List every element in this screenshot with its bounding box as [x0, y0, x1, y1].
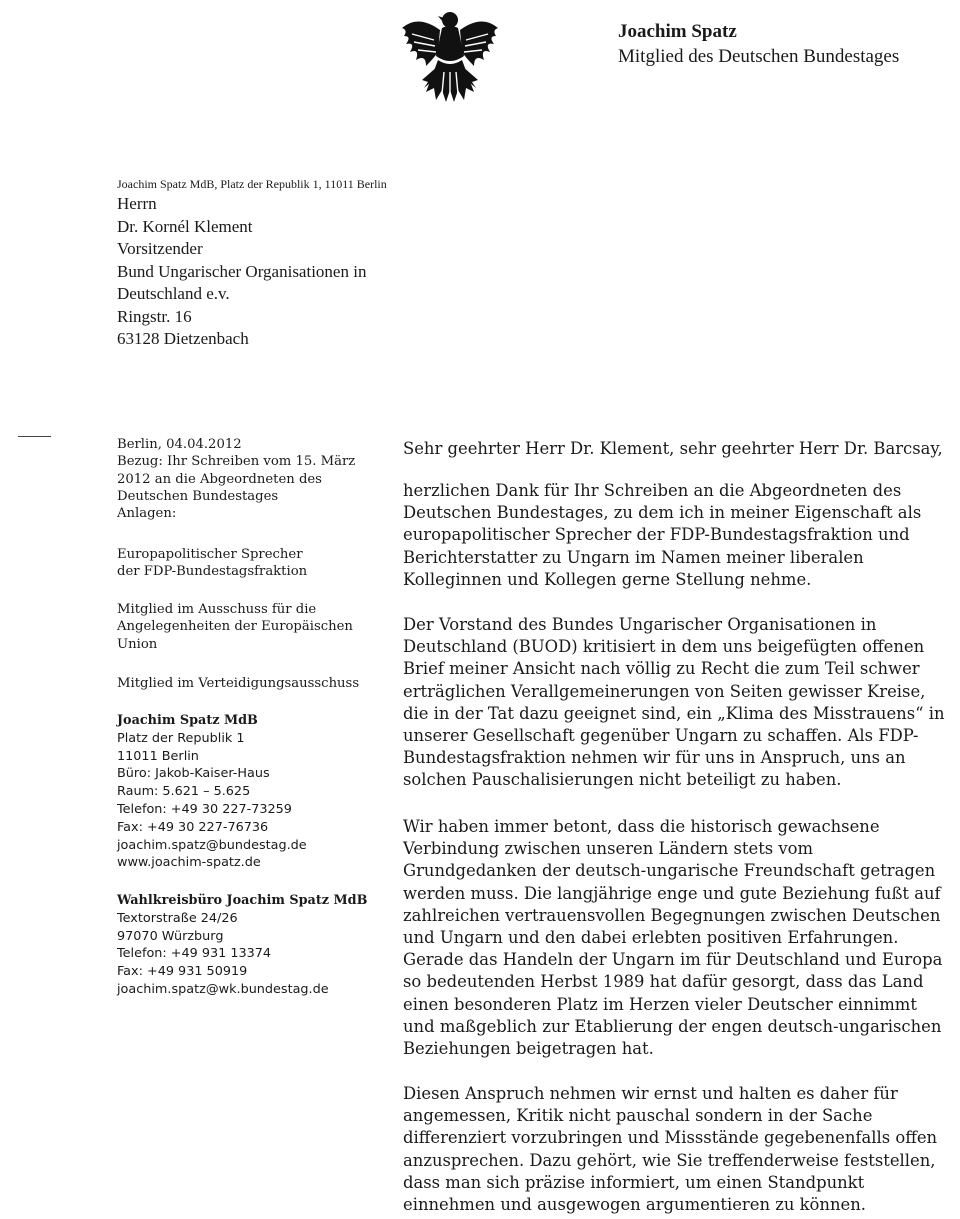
meta-line: Bezug: Ihr Schreiben vom 15. März — [117, 454, 356, 470]
body-line: die in der Tat dazu geeignet sind, ein „Klima des Misstrauens“ in — [403, 703, 945, 723]
berlin-office — [117, 712, 387, 872]
body-line: Deutschen Bundestages, zu dem ich in meiner Eigenschaft als — [403, 503, 922, 523]
body-line: Bundestagsfraktion nehmen wir für uns in Anspruch, uns an — [403, 748, 906, 768]
body-line: einen besonderen Platz im Herzen vieler Deutscher einnimmt — [403, 994, 917, 1014]
office-website: www.joachim-spatz.de — [117, 855, 261, 871]
body-line: einnehmen und ausgewogen argumentieren zu können. — [403, 1195, 866, 1215]
office-line: Fax: +49 931 50919 — [117, 964, 248, 980]
body-line: solchen Pauschalisierungen nicht beteiligt zu haben. — [403, 770, 842, 790]
office-line: Telefon: +49 931 13374 — [117, 946, 272, 962]
paragraph-1 — [403, 480, 958, 591]
body-line: herzlichen Dank für Ihr Schreiben an die Abgeordneten des — [403, 481, 902, 500]
office-email: joachim.spatz@bundestag.de — [117, 837, 307, 853]
body-line: und Ungarn und den dabei erlebten positiven Erfahrungen. — [403, 928, 899, 948]
role-spokesperson — [117, 546, 387, 581]
body-line: dass man sich präzise informiert, um einen Standpunkt — [403, 1172, 865, 1192]
role-line: Mitglied im Ausschuss für die — [117, 602, 317, 617]
body-line: Brief meiner Ansicht nach völlig zu Recht die zum Teil schwer — [403, 659, 920, 679]
role-line: der FDP-Bundestagsfraktion — [117, 564, 308, 580]
body-line: Diesen Anspruch nehmen wir ernst und halten es daher für — [403, 1084, 898, 1103]
recipient-line: 63128 Dietzenbach — [117, 329, 249, 348]
body-line: europapolitischer Sprecher der FDP-Bundestagsfraktion und — [403, 525, 910, 545]
body-line: Berichterstatter zu Ungarn im Namen meiner liberalen — [403, 547, 864, 567]
letter-date: Berlin, 04.04.2012 — [117, 437, 242, 452]
constituency-office — [117, 892, 387, 999]
body-line: Grundgedanken der deutsch-ungarische Freundschaft getragen — [403, 861, 936, 881]
office-line: Telefon: +49 30 227-73259 — [117, 801, 292, 817]
fold-mark — [18, 436, 51, 437]
meta-line: Anlagen: — [117, 506, 177, 522]
office-email: joachim.spatz@wk.bundestag.de — [117, 981, 329, 997]
recipient-line: Bund Ungarischer Organisationen in — [117, 261, 367, 281]
role-line: Europapolitischer Sprecher — [117, 547, 303, 562]
office-line: Raum: 5.621 – 5.625 — [117, 784, 251, 800]
meta-line: 2012 an die Abgeordneten des — [117, 471, 322, 487]
paragraph-2 — [403, 614, 958, 792]
member-title: Mitglied des Deutschen Bundestages — [618, 46, 900, 67]
body-line: anzusprechen. Dazu gehört, wie Sie treffenderweise feststellen, — [403, 1150, 936, 1170]
body-line: differenziert vorzubringen und Missstände gegebenenfalls offen — [403, 1128, 938, 1148]
member-name: Joachim Spatz — [618, 21, 737, 42]
federal-eagle-icon — [398, 6, 502, 104]
body-line: Beziehungen beigetragen hat. — [403, 1039, 654, 1059]
recipient-line: Ringstr. 16 — [117, 306, 192, 326]
recipient-address — [117, 193, 366, 351]
body-line: Kolleginnen und Kollegen gerne Stellung nehme. — [403, 569, 812, 589]
sender-return-line: Joachim Spatz MdB, Platz der Republik 1, 11011 Berlin — [117, 177, 387, 191]
paragraph-3 — [403, 816, 958, 1060]
meta-line: Deutschen Bundestages — [117, 488, 279, 504]
body-line: Verbindung zwischen unseren Ländern stets vom — [403, 839, 814, 859]
office-line: Platz der Republik 1 — [117, 730, 245, 746]
body-line: unserer Gesellschaft gegenüber Ungarn zu schaffen. Als FDP- — [403, 726, 919, 746]
salutation-text: Sehr geehrter Herr Dr. Klement, sehr geehrter Herr Dr. Barcsay, — [403, 439, 943, 458]
body-line: erträglichen Verallgemeinerungen von Seiten gewisser Kreise, — [403, 681, 926, 701]
body-line: Deutschland (BUOD) kritisiert in dem uns beigefügten offenen — [403, 637, 925, 657]
office-line: Textorstraße 24/26 — [117, 910, 238, 926]
body-line: so bedeutenden Herbst 1989 hat dafür gesorgt, dass das Land — [403, 972, 924, 992]
letter-meta — [117, 436, 387, 522]
recipient-line: Dr. Kornél Klement — [117, 216, 253, 236]
body-line: und maßgeblich zur Etablierung der engen deutsch-ungarischen — [403, 1016, 942, 1036]
recipient-line: Deutschland e.v. — [117, 284, 230, 303]
recipient-line: Herrn — [117, 194, 157, 213]
body-line: angemessen, Kritik nicht pauschal sondern in der Sache — [403, 1106, 873, 1126]
body-line: werden muss. Die langjährige enge und gute Beziehung fußt auf — [403, 883, 941, 903]
office-heading: Joachim Spatz MdB — [117, 713, 258, 728]
office-line: Büro: Jakob-Kaiser-Haus — [117, 766, 270, 782]
recipient-line: Vorsitzender — [117, 239, 203, 258]
salutation — [403, 438, 958, 460]
body-line: Der Vorstand des Bundes Ungarischer Organisationen in — [403, 615, 877, 634]
paragraph-4 — [403, 1083, 958, 1216]
role-committee — [117, 601, 387, 653]
office-heading: Wahlkreisbüro Joachim Spatz MdB — [117, 893, 368, 908]
role-line: Union — [117, 636, 158, 652]
body-line: Gerade das Handeln der Ungarn im für Deutschland und Europa — [403, 950, 943, 970]
body-line: Wir haben immer betont, dass die historisch gewachsene — [403, 817, 880, 836]
office-line: 11011 Berlin — [117, 748, 199, 764]
body-line: zahlreichen vertrauensvollen Begegnungen zwischen Deutschen — [403, 905, 941, 925]
office-line: 97070 Würzburg — [117, 928, 224, 944]
role-defence — [117, 675, 387, 692]
office-line: Fax: +49 30 227-76736 — [117, 819, 269, 835]
role-line: Mitglied im Verteidigungsausschuss — [117, 676, 360, 691]
role-line: Angelegenheiten der Europäischen — [117, 619, 353, 635]
